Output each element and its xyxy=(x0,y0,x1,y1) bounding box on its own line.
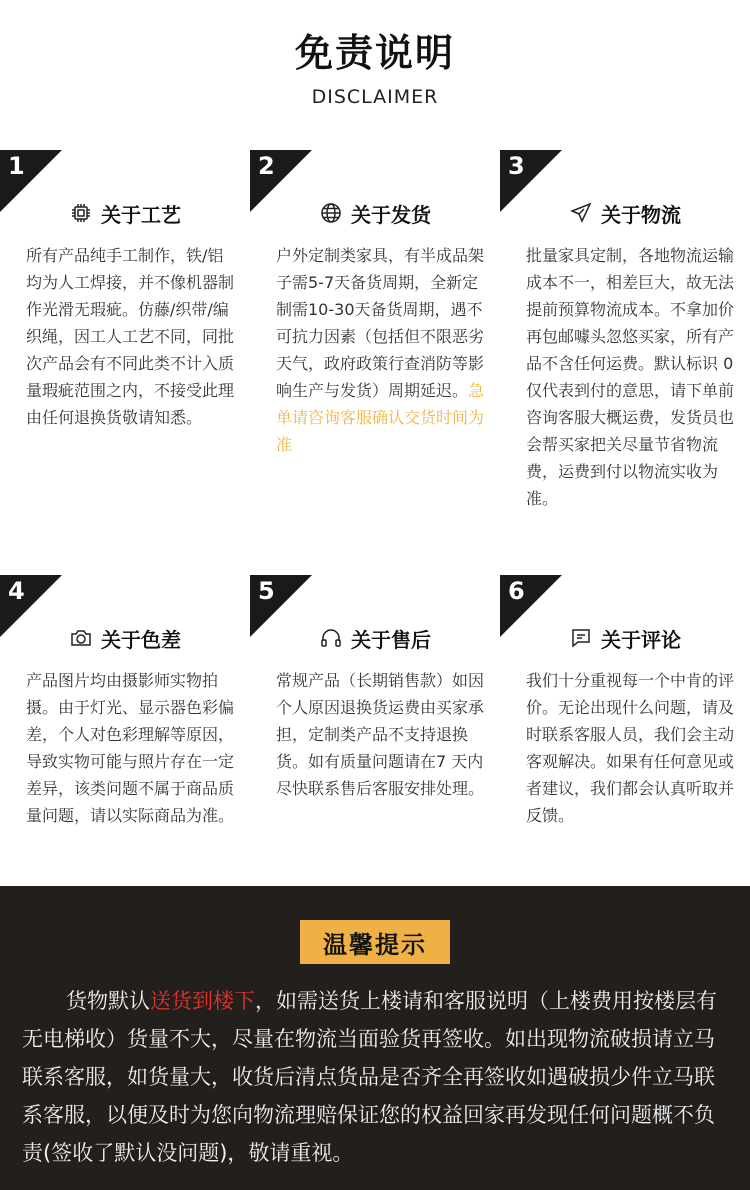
comment-icon xyxy=(569,626,593,650)
highlight-text: 急单请咨询客服确认交货时间为准 xyxy=(276,381,485,454)
card-number: 3 xyxy=(508,152,525,180)
globe-icon xyxy=(319,201,343,225)
card-color xyxy=(0,575,250,875)
card-number: 6 xyxy=(508,577,525,605)
page-title: 免责说明 xyxy=(294,31,455,75)
notice-badge: 温馨提示 xyxy=(300,920,450,964)
card-number: 5 xyxy=(258,577,275,605)
card-text: 户外定制类家具，有半成品架子需5-7天备货周期，全新定制需10-30天备货周期，遇不可抗力因素（包括但不限恶劣天气，政府政策行查消防等影响生产与发货）周期延迟。急单请咨询客服确认交货时间为准 xyxy=(276,246,485,454)
card-text: 批量家具定制，各地物流运输成本不一，相差巨大，故无法提前预算物流成本。不拿加价再包邮噱头忽悠买家，所有产品不含任何运费。默认标识 0 仅代表到付的意思，请下单前咨询客服大概运费，发货员也会帮买家把关尽量节省物流费，运费到付以物流实收为准。 xyxy=(526,246,735,508)
page-header xyxy=(0,0,750,130)
card-title: 关于工艺 xyxy=(101,202,181,227)
notice-red-text: 送货到楼下 xyxy=(150,989,255,1013)
card-logistics xyxy=(500,150,750,570)
card-text: 我们十分重视每一个中肯的评价。无论出现什么问题，请及时联系客服人员，我们会主动客观解决。如果有任何意见或者建议，我们都会认真听取并反馈。 xyxy=(526,671,735,825)
card-shipping xyxy=(250,150,500,570)
card-text: 所有产品纯手工制作，铁/铝均为人工焊接，并不像机器制作光滑无瑕疵。仿藤/织带/编织绳，因工人工艺不同，同批次产品会有不同此类不计入质量瑕疵范围之内，不接受此理由任何退换货敬请知悉。 xyxy=(26,246,235,427)
card-title: 关于评论 xyxy=(601,627,681,652)
card-title: 关于色差 xyxy=(101,627,181,652)
card-number: 4 xyxy=(8,577,25,605)
card-reviews xyxy=(500,575,750,875)
camera-icon xyxy=(69,626,93,650)
plane-icon xyxy=(569,201,593,225)
headset-icon xyxy=(319,626,343,650)
card-text: 常规产品（长期销售款）如因个人原因退换货运费由买家承担，定制类产品不支持退换货。如有质量问题请在7 天内尽快联系售后客服安排处理。 xyxy=(276,671,485,798)
card-title: 关于物流 xyxy=(601,202,681,227)
card-aftersales xyxy=(250,575,500,875)
card-text: 产品图片均由摄影师实物拍摄。由于灯光、显示器色彩偏差，个人对色彩理解等原因，导致实物可能与照片存在一定差异，该类问题不属于商品质量问题，请以实际商品为准。 xyxy=(26,671,235,825)
card-number: 1 xyxy=(8,152,25,180)
notice-panel xyxy=(0,886,750,1190)
page-subtitle: DISCLAIMER xyxy=(311,86,439,108)
chip-icon xyxy=(69,201,93,225)
card-title: 关于发货 xyxy=(351,202,431,227)
card-title: 关于售后 xyxy=(351,627,431,652)
notice-text: 货物默认送货到楼下，如需送货上楼请和客服说明（上楼费用按楼层有无电梯收）货量不大，尽量在物流当面验货再签收。如出现物流破损请立马联系客服，如货量大，收货后清点货品是否齐全再签收如遇破损少件立马联系客服，以便及时为您向物流理赔保证您的权益回家再发现任何问题概不负责(签收了默认没问题)，敬请重视。 xyxy=(22,989,717,1165)
card-number: 2 xyxy=(258,152,275,180)
card-craft xyxy=(0,150,250,570)
